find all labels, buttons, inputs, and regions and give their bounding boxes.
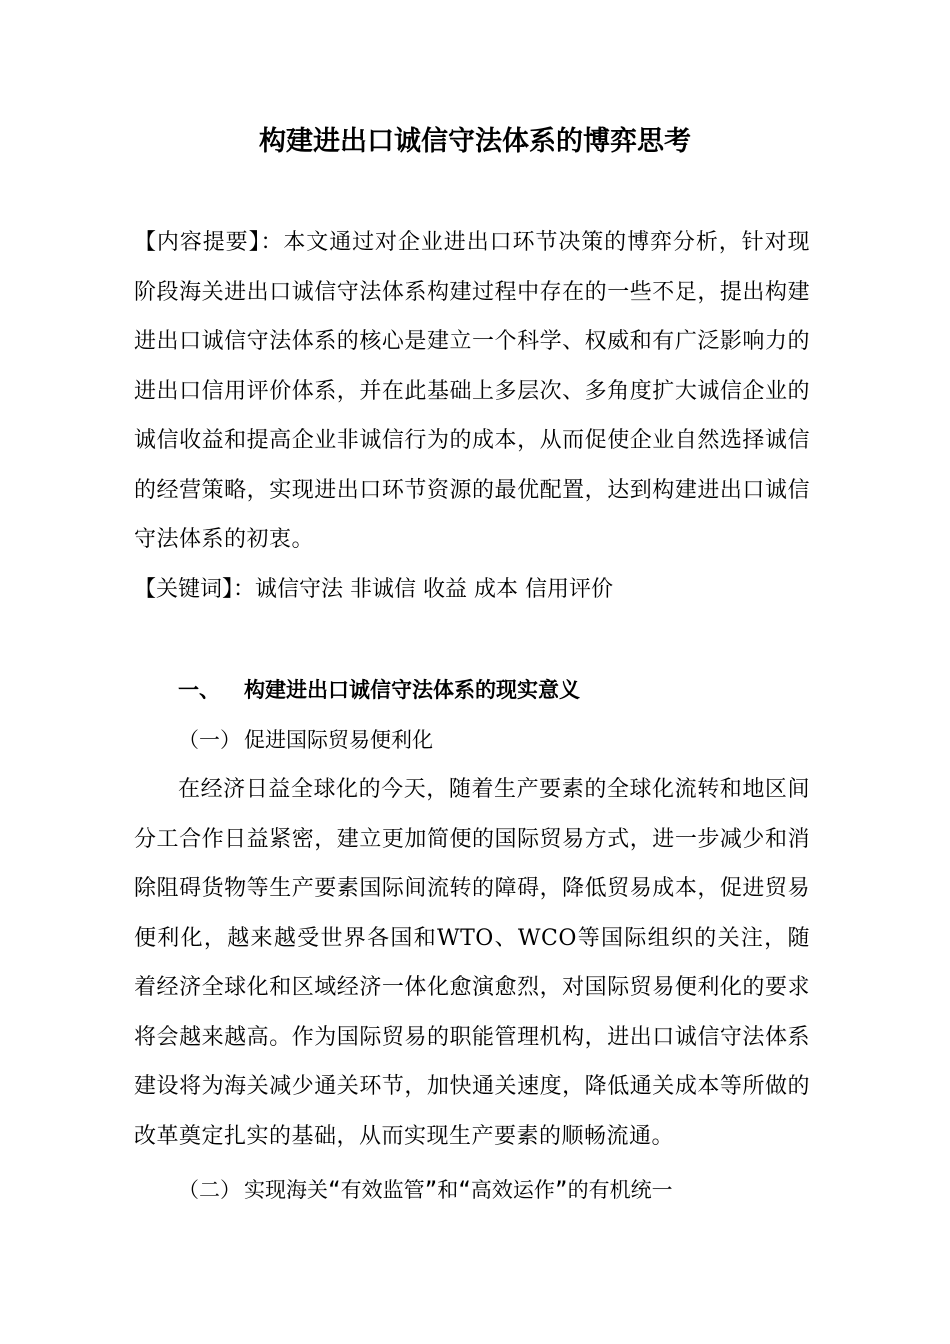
subsection-title: 促进国际贸易便利化 [244,728,433,752]
section-heading-1 [178,670,580,710]
section-number: 一、 [178,678,220,702]
section-title: 构建进出口诚信守法体系的现实意义 [244,678,580,702]
body-paragraph: 在经济日益全球化的今天，随着生产要素的全球化流转和地区间分工合作日益紧密，建立更加简便的国际贸易方式，进一步减少和消除阻碍货物等生产要素国际间流转的障碍，降低贸易成本，促进贸易便利化，越来越受世界各国和WTO、WCO等国际组织的关注，随着经济全球化和区域经济一体化愈演愈烈，对国际贸易便利化的要求将会越来越高。作为国际贸易的职能管理机构，进出口诚信守法体系建设将为海关减少通关环节，加快通关速度，降低通关成本等所做的改革奠定扎实的基础，从而实现生产要素的顺畅流通。 [134,777,810,1149]
subsection-heading-2 [178,1170,673,1210]
abstract-paragraph: 【内容提要】：本文通过对企业进出口环节决策的博弈分析，针对现阶段海关进出口诚信守法体系构建过程中存在的一些不足，提出构建进出口诚信守法体系的核心是建立一个科学、权威和有广泛影响力的进出口信用评价体系，并在此基础上多层次、多角度扩大诚信企业的诚信收益和提高企业非诚信行为的成本，从而促使企业自然选择诚信的经营策略，实现进出口环节资源的最优配置，达到构建进出口诚信守法体系的初衷。 [134,230,810,552]
subsection-number: （一） [178,728,241,752]
subsection-title: 实现海关“有效监管”和“高效运作”的有机统一 [244,1178,673,1202]
keywords-line: 【关键词】：诚信守法 非诚信 收益 成本 信用评价 [134,577,613,602]
document-title: 构建进出口诚信守法体系的博弈思考 [259,126,691,157]
subsection-heading-1 [178,720,433,760]
subsection-number: （二） [178,1178,241,1202]
